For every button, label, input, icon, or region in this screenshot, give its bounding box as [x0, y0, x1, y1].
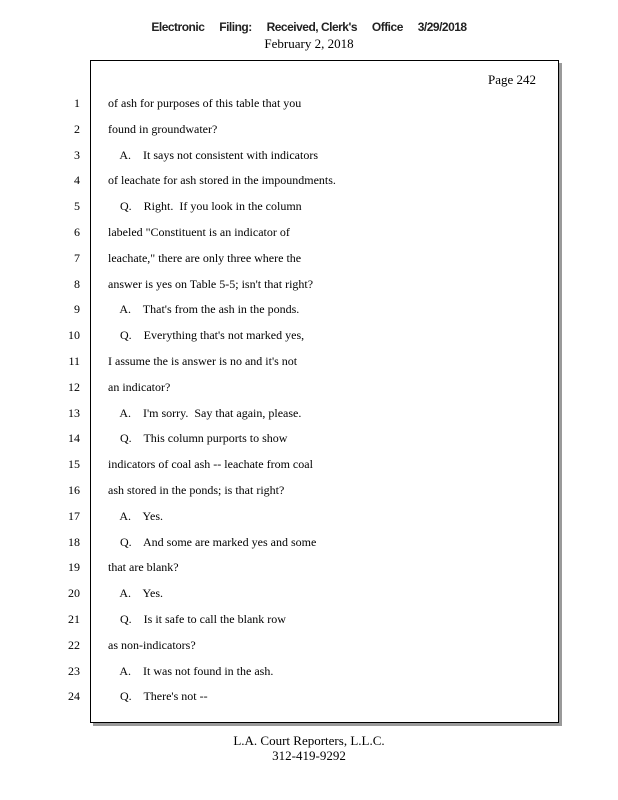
transcript-line: as non-indicators?	[108, 638, 196, 652]
line-number: 23	[68, 664, 80, 678]
line-number: 21	[68, 612, 80, 626]
line-number: 15	[68, 457, 80, 471]
filing-stamp	[0, 20, 618, 34]
transcript-line: Q. Right. If you look in the column	[108, 199, 302, 213]
line-number: 9	[74, 302, 80, 316]
transcript-line: leachate," there are only three where the	[108, 251, 302, 265]
transcript-line: answer is yes on Table 5-5; isn't that right?	[108, 277, 314, 291]
footer-firm: L.A. Court Reporters, L.L.C.	[233, 733, 385, 748]
transcript-line: Q. Is it safe to call the blank row	[108, 612, 286, 626]
transcript-line: Q. And some are marked yes and some	[108, 535, 317, 549]
transcript-line: I assume the is answer is no and it's not	[108, 354, 298, 368]
line-number: 2	[74, 122, 80, 136]
transcript-line: indicators of coal ash -- leachate from coal	[108, 457, 313, 471]
line-number: 20	[68, 586, 80, 600]
transcript-line: labeled "Constituent is an indicator of	[108, 225, 290, 239]
transcript-line: ash stored in the ponds; is that right?	[108, 483, 285, 497]
transcript-line: of ash for purposes of this table that you	[108, 96, 302, 110]
transcript-line: Q. Everything that's not marked yes,	[108, 328, 305, 342]
page-number: Page 242	[487, 72, 536, 87]
line-number: 24	[68, 689, 80, 703]
filing-stamp-part: 3/29/2018	[417, 20, 467, 34]
line-number: 12	[68, 380, 80, 394]
line-number: 18	[68, 535, 80, 549]
line-number: 17	[68, 509, 80, 523]
line-number: 6	[74, 225, 80, 239]
line-number: 22	[68, 638, 80, 652]
transcript-line: Q. There's not --	[108, 689, 208, 703]
line-number: 1	[74, 96, 80, 110]
header-date: February 2, 2018	[264, 36, 354, 51]
transcript-line: found in groundwater?	[108, 122, 218, 136]
line-number: 16	[68, 483, 80, 497]
line-number: 5	[74, 199, 80, 213]
line-number: 11	[68, 354, 80, 368]
line-number: 19	[68, 560, 80, 574]
filing-stamp-part: Filing:	[219, 20, 252, 34]
filing-stamp-part: Received, Clerk's	[266, 20, 358, 34]
line-number: 13	[68, 406, 80, 420]
transcript-line: of leachate for ash stored in the impoundments.	[108, 173, 336, 187]
transcript-line: A. That's from the ash in the ponds.	[108, 302, 300, 316]
transcript-line: A. Yes.	[108, 586, 164, 600]
transcript-line: A. I'm sorry. Say that again, please.	[108, 406, 302, 420]
line-number: 4	[74, 173, 80, 187]
line-number: 7	[74, 251, 80, 265]
transcript-line: an indicator?	[108, 380, 171, 394]
transcript-line: that are blank?	[108, 560, 179, 574]
transcript-line: A. It says not consistent with indicators	[108, 148, 318, 162]
transcript-line: Q. This column purports to show	[108, 431, 288, 445]
transcript-line: A. It was not found in the ash.	[108, 664, 274, 678]
line-number: 3	[74, 148, 80, 162]
filing-stamp-part: Electronic	[151, 20, 205, 34]
footer-phone: 312-419-9292	[272, 748, 346, 763]
filing-stamp-part: Office	[371, 20, 403, 34]
line-number: 8	[74, 277, 80, 291]
transcript-line: A. Yes.	[108, 509, 164, 523]
line-number: 10	[68, 328, 80, 342]
line-number: 14	[68, 431, 80, 445]
